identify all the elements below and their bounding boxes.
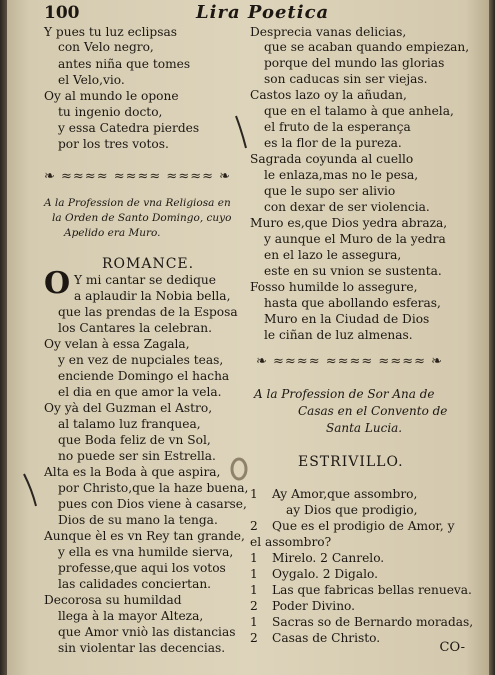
page-left-edge <box>0 0 7 675</box>
running-title: Lira Poetica <box>196 2 330 23</box>
estrivillo-text: Que es el prodigio de Amor, y <box>272 519 455 533</box>
estrivillo-line <box>264 503 417 518</box>
verse-line: hasta que abollando esferas, <box>264 296 441 310</box>
verse-line: que Amor vniò las distancias <box>58 625 236 639</box>
verse-line: Oy yà del Guzman el Astro, <box>44 401 213 415</box>
verse-line: y en vez de nupciales teas, <box>58 353 224 367</box>
verse-line: llega à la mayor Alteza, <box>58 609 204 623</box>
estrivillo-text: Las que fabricas bellas renueva. <box>272 583 472 597</box>
verse-line: Y mi cantar se dedique <box>74 273 216 287</box>
verse-line: es la flor de la pureza. <box>264 136 402 150</box>
verse-line: enciende Domingo el hacha <box>58 369 230 383</box>
estrivillo-title: ESTRIVILLO. <box>298 454 404 470</box>
verse-line: el Velo,vio. <box>58 73 125 87</box>
romance-title: ROMANCE. <box>102 256 195 272</box>
verse-line: Dios de su mano la tenga. <box>58 513 218 527</box>
verse-line: son caducas sin ser viejas. <box>264 72 428 86</box>
verse-line: tu ingenio docto, <box>58 105 163 119</box>
verse-line: al talamo luz franquea, <box>58 417 201 431</box>
verse-line: y ella es vna humilde sierva, <box>58 545 234 559</box>
poem-heading-line: Santa Lucia. <box>326 421 403 435</box>
verse-line: con Velo negro, <box>58 40 154 54</box>
poem-heading-line: Apelido era Muro. <box>64 227 161 239</box>
verse-line: y essa Catedra pierdes <box>58 121 200 135</box>
voice-number: 1 <box>250 567 258 581</box>
verse-line: no puede ser sin Estrella. <box>58 449 216 463</box>
estrivillo-line <box>250 487 417 502</box>
voice-number: 1 <box>250 583 258 597</box>
ornament-band: ❧ ≈≈≈≈ ≈≈≈≈ ≈≈≈≈ ❧ <box>256 354 444 369</box>
verse-line: professe,que aqui los votos <box>58 561 226 575</box>
estrivillo-line <box>228 535 331 550</box>
estrivillo-line <box>250 599 355 614</box>
verse-line: Muro en la Ciudad de Dios <box>264 312 430 326</box>
ink-stroke-mark <box>20 470 40 510</box>
estrivillo-line <box>250 519 455 534</box>
estrivillo-line <box>250 583 472 598</box>
verse-line: que Boda feliz de vn Sol, <box>58 433 211 447</box>
ornament-band: ❧ ≈≈≈≈ ≈≈≈≈ ≈≈≈≈ ❧ <box>44 169 232 184</box>
estrivillo-line <box>250 551 384 566</box>
estrivillo-text: Ay Amor,que assombro, <box>272 487 418 501</box>
estrivillo-text: Oygalo. 2 Digalo. <box>272 567 378 581</box>
poem-heading-line: Casas en el Convento de <box>298 404 448 418</box>
ink-blot-mark <box>228 455 250 483</box>
verse-line: sin violentar las decencias. <box>58 641 226 655</box>
voice-number: 2 <box>250 519 258 533</box>
verse-line: las calidades conciertan. <box>58 577 212 591</box>
verse-line: el dia en que amor la vela. <box>58 385 222 399</box>
verse-line: le ciñan de luz almenas. <box>264 328 413 342</box>
poem-heading-line: A la Profession de Sor Ana de <box>254 387 435 401</box>
verse-line: por los tres votos. <box>58 137 169 151</box>
verse-line: Alta es la Boda à que aspira, <box>44 465 221 479</box>
drop-cap: O <box>44 266 71 301</box>
estrivillo-text: ay Dios que prodigio, <box>286 503 418 517</box>
verse-line: que se acaban quando empiezan, <box>264 40 470 54</box>
verse-line: le enlaza,mas no le pesa, <box>264 168 419 182</box>
estrivillo-line <box>250 615 473 630</box>
page-right-edge <box>489 0 495 675</box>
verse-line: pues con Dios viene à casarse, <box>58 497 247 511</box>
verse-line: Castos lazo oy la añudan, <box>250 88 407 102</box>
verse-line: en el lazo le assegura, <box>264 248 402 262</box>
verse-line: a aplaudir la Nobia bella, <box>74 289 231 303</box>
voice-number: 2 <box>250 631 258 645</box>
verse-line: los Cantares la celebran. <box>58 321 212 335</box>
verse-line: que en el talamo à que anhela, <box>264 104 454 118</box>
voice-number: 1 <box>250 615 258 629</box>
verse-line: Desprecia vanas delicias, <box>250 25 407 39</box>
verse-line: Decorosa su humildad <box>44 593 182 607</box>
verse-line: porque del mundo las glorias <box>264 56 445 70</box>
voice-number: 2 <box>250 599 258 613</box>
verse-line: Muro es,que Dios yedra abraza, <box>250 216 448 230</box>
estrivillo-text: Poder Divino. <box>272 599 356 613</box>
catchword: CO- <box>439 640 465 655</box>
estrivillo-text: el assombro? <box>250 535 332 549</box>
estrivillo-text: Casas de Christo. <box>272 631 381 645</box>
verse-line: y aunque el Muro de la yedra <box>264 232 446 246</box>
verse-line: que le supo ser alivio <box>264 184 396 198</box>
poem-heading-line: A la Profession de vna Religiosa en <box>44 197 231 209</box>
verse-line: por Christo,que la haze buena, <box>58 481 249 495</box>
verse-line: Oy velan à essa Zagala, <box>44 337 190 351</box>
verse-line: con dexar de ser violencia. <box>264 200 430 214</box>
verse-line: Oy al mundo le opone <box>44 89 179 103</box>
voice-number: 1 <box>250 487 258 501</box>
verse-line: Sagrada coyunda al cuello <box>250 152 414 166</box>
estrivillo-text: Mirelo. 2 Canrelo. <box>272 551 385 565</box>
verse-line: antes niña que tomes <box>58 57 191 71</box>
poem-heading-line: la Orden de Santo Domingo, cuyo <box>52 212 232 224</box>
verse-line: Fosso humilde lo assegure, <box>250 280 418 294</box>
estrivillo-line <box>250 631 380 646</box>
verse-line: que las prendas de la Esposa <box>58 305 238 319</box>
verse-line: Y pues tu luz eclipsas <box>44 25 177 39</box>
estrivillo-line <box>250 567 378 582</box>
verse-line: el fruto de la esperança <box>264 120 411 134</box>
page-number: 100 <box>44 3 80 23</box>
ink-stroke-mark <box>232 112 252 152</box>
verse-line: Aunque èl es vn Rey tan grande, <box>44 529 245 543</box>
estrivillo-text: Sacras so de Bernardo moradas, <box>272 615 474 629</box>
voice-number: 1 <box>250 551 258 565</box>
verse-line: este en su vnion se sustenta. <box>264 264 442 278</box>
